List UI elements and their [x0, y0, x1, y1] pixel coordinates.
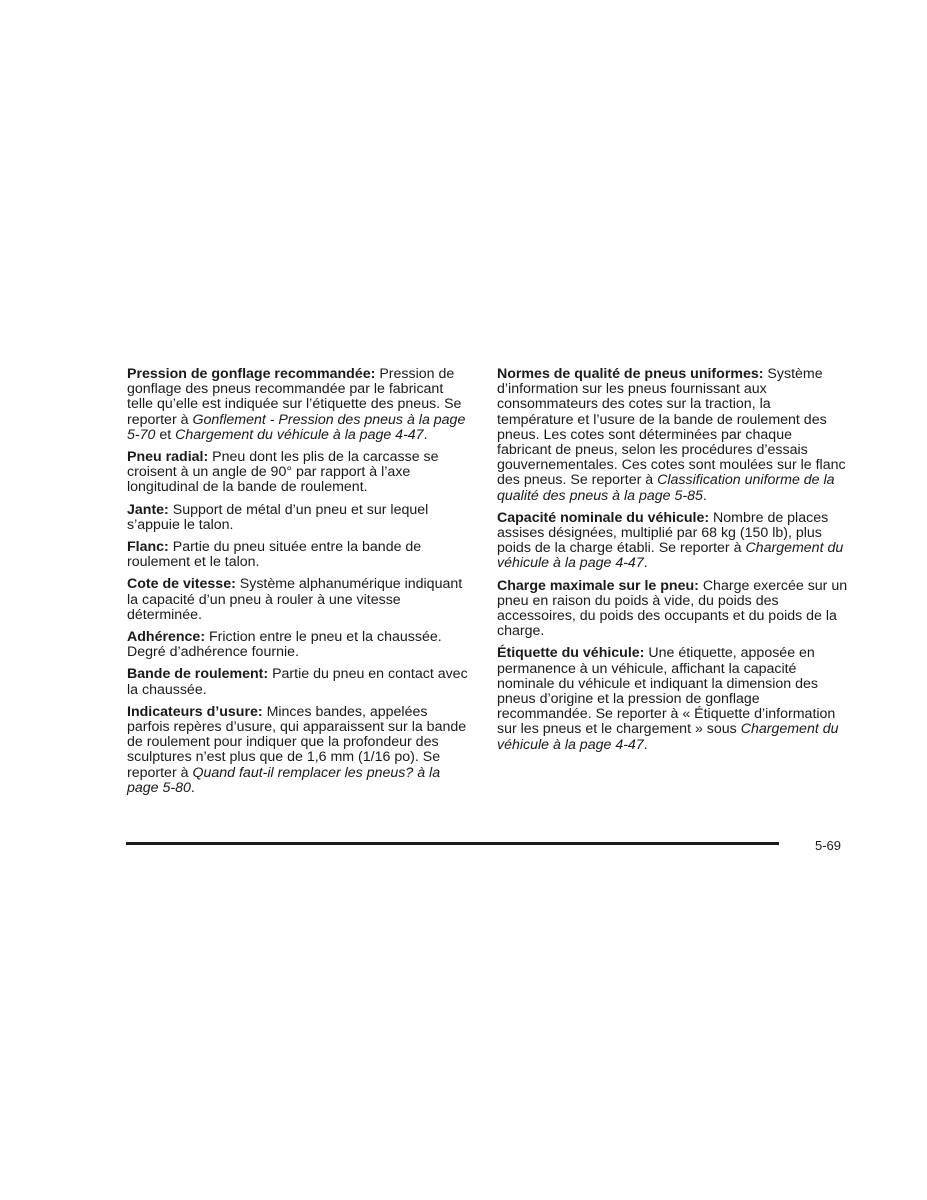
- entry-text: Pression de gonflage des pneus recommandée par le fabricant telle qu’elle est indiquée sur l’étiquette des pneus. Se reporter à: [127, 366, 462, 428]
- page-reference[interactable]: Quand faut-il remplacer les pneus? à la page 5-80: [127, 764, 441, 796]
- entry-term: Normes de qualité de pneus uniformes:: [497, 366, 764, 382]
- glossary-entry-traction: [127, 630, 472, 660]
- glossary-entry-max-load: [497, 579, 849, 640]
- entry-text: Une étiquette, apposée en permanence à un véhicule, affichant la capacité nominale du véhicule et indiquant la dimension des pneus d’origine et la pression de gonflage recommandée. Se reporter à « Étiquette d’information sur les pneus et le chargement » sous: [497, 645, 836, 738]
- page-reference[interactable]: Chargement du véhicule à la page 4-47: [497, 721, 839, 753]
- glossary-entry-vehicle-capacity: [497, 511, 849, 572]
- entry-term: Charge maximale sur le pneu:: [497, 577, 699, 594]
- page-reference[interactable]: Chargement du véhicule à la page 4-47: [497, 540, 844, 572]
- glossary-entry-sidewall: [127, 540, 472, 570]
- page-reference[interactable]: Chargement du véhicule à la page 4-47: [175, 426, 424, 443]
- entry-text: Nombre de places assises désignées, multiplié par 68 kg (150 lb), plus poids de la charge établi. Se reporter à: [497, 509, 829, 557]
- footer-divider: [126, 842, 779, 845]
- entry-text: Partie du pneu en contact avec la chaussée.: [127, 666, 468, 698]
- entry-text: Support de métal d’un pneu et sur lequel s’appuie le talon.: [127, 501, 429, 533]
- glossary-entry-rim: [127, 503, 472, 533]
- entry-text: Pneu dont les plis de la carcasse se croisent à un angle de 90° par rapport à l’axe longitudinal de la bande de roulement.: [127, 449, 439, 496]
- entry-text-connector: et: [155, 426, 176, 443]
- glossary-entry-utqg: [497, 367, 849, 504]
- entry-term: Jante:: [127, 501, 169, 518]
- glossary-entry-radial-tire: [127, 450, 472, 496]
- entry-term: Capacité nominale du véhicule:: [497, 509, 710, 526]
- glossary-entry-tread: [127, 667, 472, 697]
- entry-text-end: .: [423, 426, 428, 443]
- entry-text: Friction entre le pneu et la chaussée. Degré d’adhérence fournie.: [127, 629, 442, 661]
- glossary-entry-vehicle-placard: [497, 646, 849, 752]
- entry-term: Adhérence:: [127, 629, 206, 646]
- entry-text: Partie du pneu située entre la bande de roulement et le talon.: [127, 539, 422, 571]
- left-column: [127, 367, 472, 803]
- glossary-entry-recommended-pressure: [127, 367, 472, 443]
- glossary-entry-wear-indicators: [127, 705, 472, 796]
- entry-term: Pneu radial:: [127, 449, 209, 466]
- page-number: 5-69: [815, 838, 842, 853]
- entry-term: Bande de roulement:: [127, 666, 269, 683]
- entry-text: Charge exercée sur un pneu en raison du poids à vide, du poids des accessoires, du poids des occupants et du poids de la charge.: [497, 577, 848, 640]
- entry-text-end: .: [643, 555, 648, 572]
- entry-text: Système d’information sur les pneus fournissant aux consommateurs des cotes sur la traction, la température et l’usure de la bande de roulement des pneus. Les cotes sont déterminées par chaque fabricant de pneus, selon les procédures d’essais gouvernementales. Ces cotes sont moulées sur le flanc des pneus. Se reporter à: [497, 366, 846, 489]
- page-reference[interactable]: Classification uniforme de la qualité des pneus à la page 5-85: [497, 472, 835, 504]
- entry-text-end: .: [190, 779, 195, 796]
- entry-term: Pression de gonflage recommandée:: [127, 366, 376, 382]
- entry-text: Minces bandes, appelées parfois repères d’usure, qui apparaissent sur la bande de roulement pour indiquer que la profondeur des sculptures n’est plus que de 1,6 mm (1/16 po). Se reporter à: [127, 703, 467, 781]
- entry-term: Étiquette du véhicule:: [497, 645, 645, 662]
- page-reference[interactable]: Gonflement - Pression des pneus à la page 5-70: [127, 411, 466, 443]
- entry-term: Flanc:: [127, 539, 169, 556]
- entry-text: Système alphanumérique indiquant la capacité d’un pneu à rouler à une vitesse déterminée.: [127, 576, 463, 623]
- entry-text-end: .: [643, 736, 648, 753]
- entry-term: Cote de vitesse:: [127, 576, 236, 593]
- glossary-entry-speed-rating: [127, 577, 472, 623]
- entry-text-end: .: [702, 487, 707, 504]
- entry-term: Indicateurs d’usure:: [127, 703, 263, 720]
- right-column: [497, 367, 849, 760]
